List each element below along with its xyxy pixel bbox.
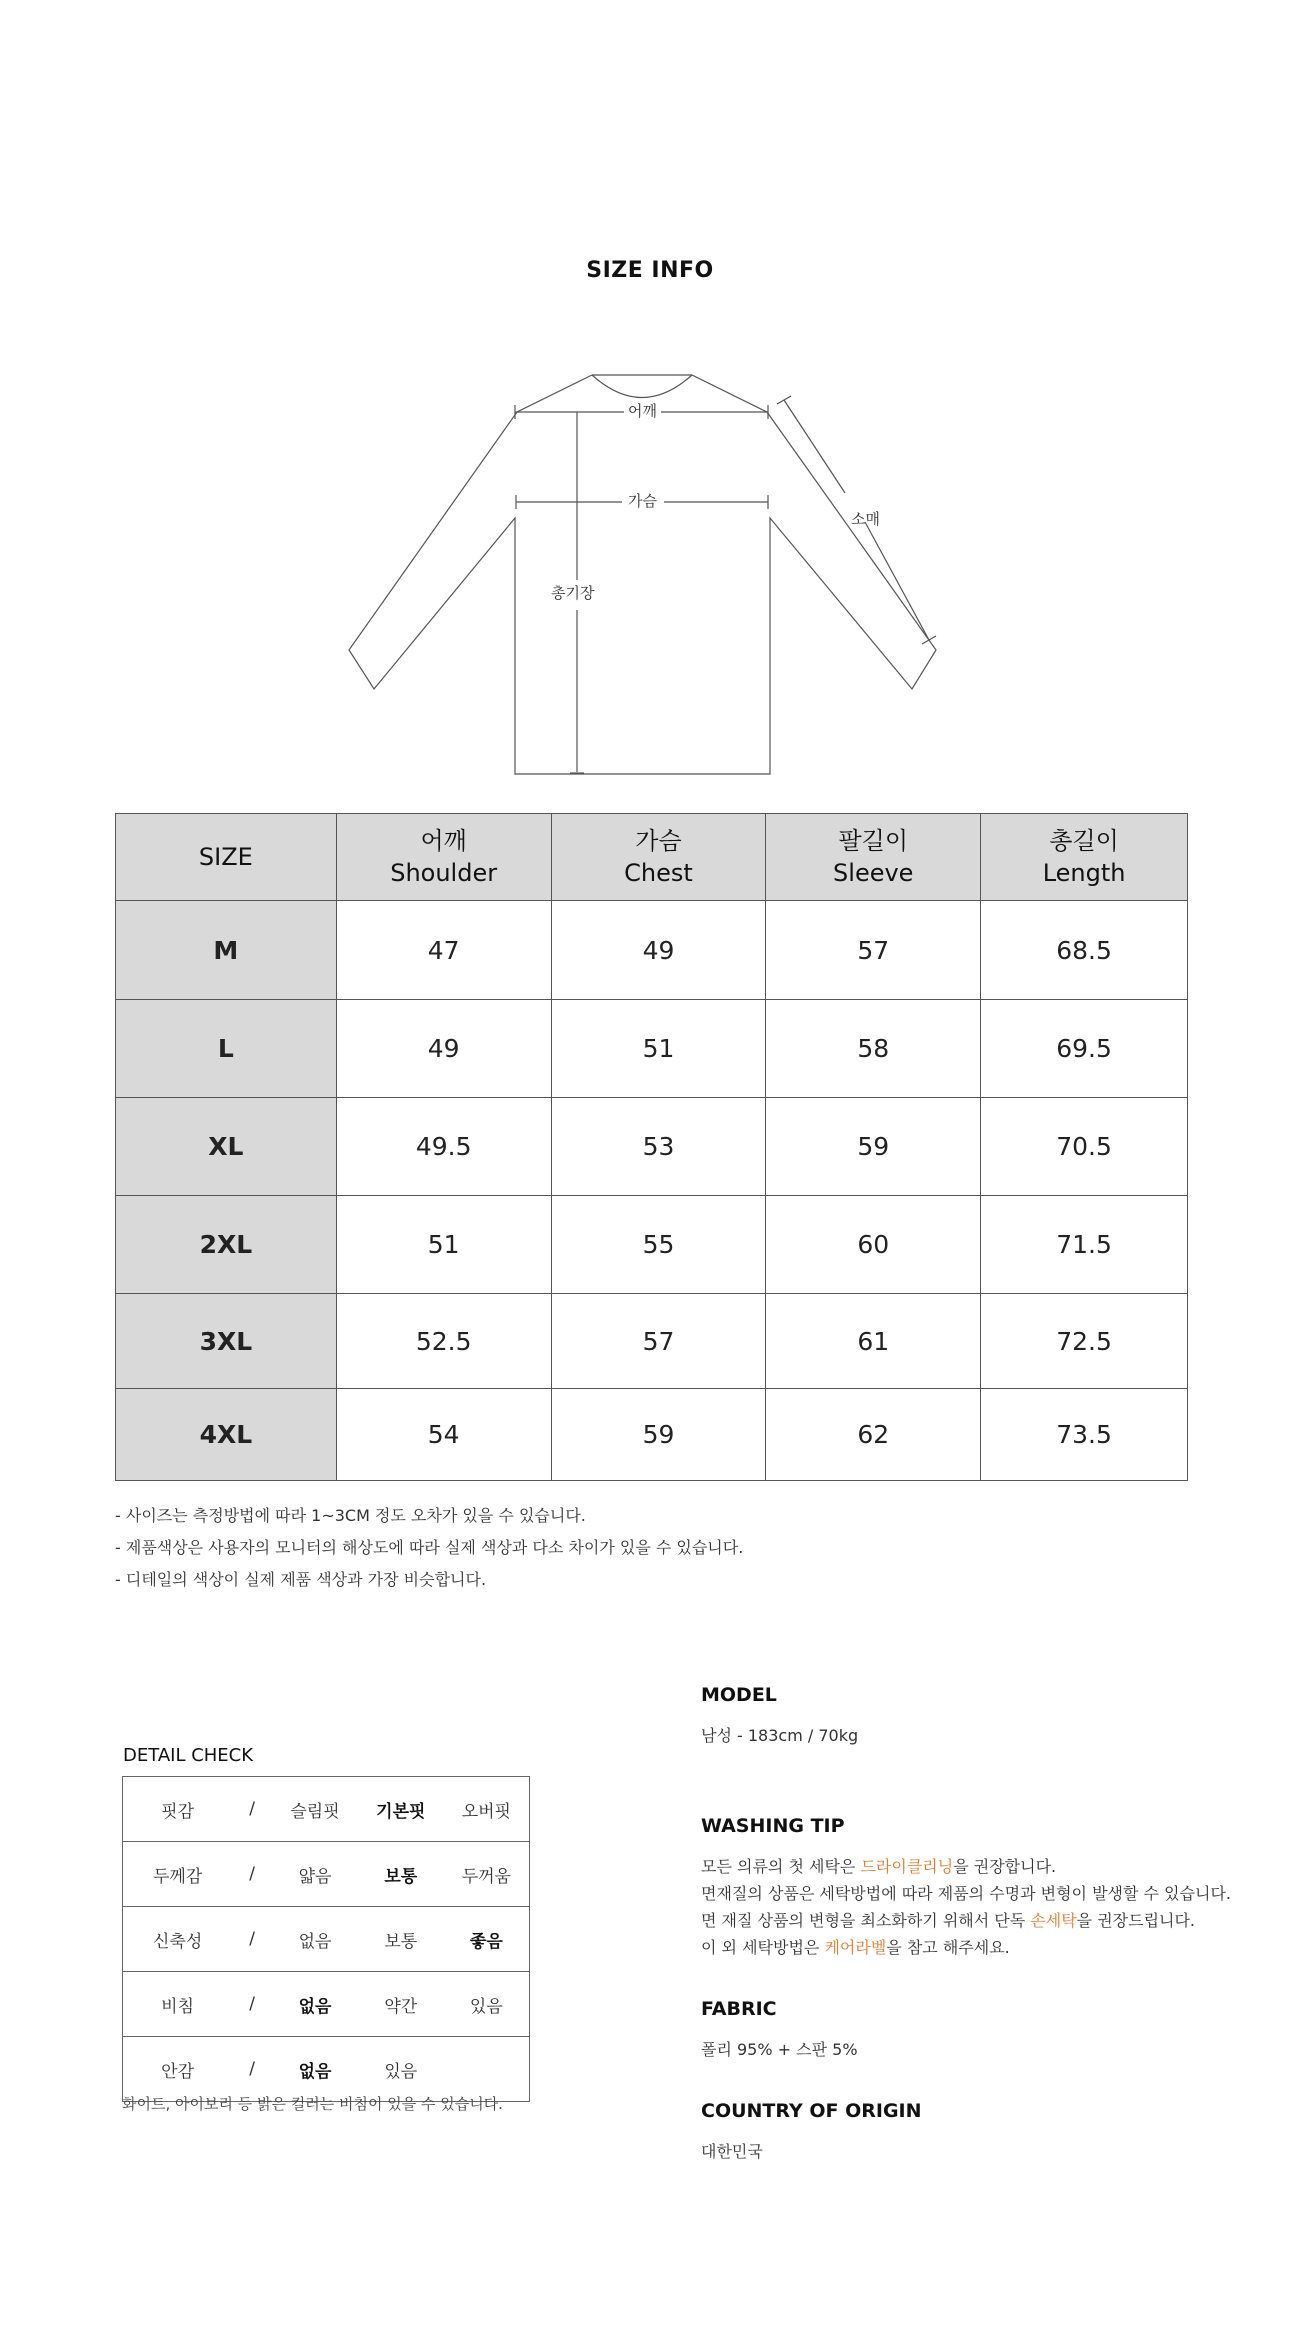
- table-cell: 47: [336, 901, 551, 1000]
- page-title: SIZE INFO: [586, 258, 714, 283]
- detail-label: 신축성: [123, 1907, 233, 1972]
- detail-option-selected: 보통: [358, 1842, 444, 1907]
- washing-line: 면재질의 상품은 세탁방법에 따라 제품의 수명과 변형이 발생할 수 있습니다.: [701, 1884, 1231, 1903]
- table-row: [116, 1389, 1188, 1481]
- size-cell: XL: [116, 1098, 337, 1196]
- detail-label: 비침: [123, 1972, 233, 2037]
- detail-option: [444, 2037, 530, 2102]
- detail-option: 약간: [358, 1972, 444, 2037]
- washing-line: 모든 의류의 첫 세탁은 드라이클리닝을 권장합니다.: [701, 1857, 1057, 1876]
- table-cell: 69.5: [981, 1000, 1188, 1098]
- origin-text: 대한민국: [701, 2142, 763, 2161]
- table-cell: 55: [551, 1196, 766, 1294]
- table-cell: 51: [551, 1000, 766, 1098]
- fabric-heading: FABRIC: [701, 1998, 777, 2020]
- detail-option: 보통: [358, 1907, 444, 1972]
- table-cell: 59: [766, 1098, 981, 1196]
- dry-cleaning-highlight: 드라이클리닝: [860, 1857, 954, 1876]
- table-row: [116, 1000, 1188, 1098]
- model-text: 남성 - 183cm / 70kg: [701, 1726, 859, 1745]
- fabric-text: 폴리 95% + 스판 5%: [701, 2040, 858, 2059]
- size-cell: 4XL: [116, 1389, 337, 1481]
- detail-option: 있음: [358, 2037, 444, 2102]
- garment-diagram: [330, 360, 970, 780]
- detail-row-stretch: [123, 1907, 530, 1972]
- size-cell: 3XL: [116, 1294, 337, 1389]
- note-line: - 디테일의 색상이 실제 제품 색상과 가장 비슷합니다.: [115, 1570, 487, 1589]
- table-cell: 61: [766, 1294, 981, 1389]
- table-cell: 49: [336, 1000, 551, 1098]
- table-cell: 73.5: [981, 1389, 1188, 1481]
- detail-row-thickness: [123, 1842, 530, 1907]
- header-shoulder: 어깨 Shoulder: [336, 814, 551, 901]
- washing-tip-text: [701, 1853, 1231, 1961]
- table-cell: 71.5: [981, 1196, 1188, 1294]
- size-notes: [115, 1500, 743, 1596]
- table-cell: 57: [551, 1294, 766, 1389]
- sweatshirt-outline-icon: [330, 360, 970, 780]
- detail-row-sheerness: [123, 1972, 530, 2037]
- length-measure-label: 총기장: [547, 582, 598, 603]
- table-cell: 49.5: [336, 1098, 551, 1196]
- detail-separator: /: [232, 1907, 272, 1972]
- note-line: - 사이즈는 측정방법에 따라 1~3CM 정도 오차가 있을 수 있습니다.: [115, 1506, 586, 1525]
- detail-option-selected: 좋음: [444, 1907, 530, 1972]
- detail-row-fit: [123, 1777, 530, 1842]
- detail-option-selected: 기본핏: [358, 1777, 444, 1842]
- washing-line: 면 재질 상품의 변형을 최소화하기 위해서 단독 손세탁을 권장드립니다.: [701, 1911, 1196, 1930]
- hand-wash-highlight: 손세탁: [1030, 1911, 1077, 1930]
- note-line: - 제품색상은 사용자의 모니터의 해상도에 따라 실제 색상과 다소 차이가 있을 수 있습니다.: [115, 1538, 744, 1557]
- detail-label: 핏감: [123, 1777, 233, 1842]
- shoulder-measure-label: 어깨: [624, 400, 661, 421]
- detail-separator: /: [232, 1777, 272, 1842]
- header-size: SIZE: [116, 814, 337, 901]
- detail-label: 안감: [123, 2037, 233, 2102]
- table-cell: 62: [766, 1389, 981, 1481]
- table-row: [116, 1196, 1188, 1294]
- header-length: 총길이 Length: [981, 814, 1188, 901]
- table-cell: 51: [336, 1196, 551, 1294]
- detail-option: 두꺼움: [444, 1842, 530, 1907]
- model-heading: MODEL: [701, 1684, 777, 1706]
- detail-separator: /: [232, 2037, 272, 2102]
- table-cell: 68.5: [981, 901, 1188, 1000]
- table-cell: 70.5: [981, 1098, 1188, 1196]
- header-sleeve: 팔길이 Sleeve: [766, 814, 981, 901]
- table-cell: 49: [551, 901, 766, 1000]
- detail-check-note: 화이트, 아이보리 등 밝은 컬러는 비침이 있을 수 있습니다.: [122, 2095, 503, 2113]
- table-cell: 52.5: [336, 1294, 551, 1389]
- size-table-header: [116, 814, 1188, 901]
- table-row: [116, 1098, 1188, 1196]
- detail-label: 두께감: [123, 1842, 233, 1907]
- detail-option: 오버핏: [444, 1777, 530, 1842]
- detail-separator: /: [232, 1842, 272, 1907]
- table-cell: 58: [766, 1000, 981, 1098]
- detail-option: 얇음: [272, 1842, 358, 1907]
- table-cell: 59: [551, 1389, 766, 1481]
- washing-tip-heading: WASHING TIP: [701, 1815, 845, 1837]
- table-cell: 57: [766, 901, 981, 1000]
- care-label-highlight: 케어라벨: [824, 1938, 887, 1957]
- size-cell: L: [116, 1000, 337, 1098]
- table-cell: 72.5: [981, 1294, 1188, 1389]
- detail-option: 있음: [444, 1972, 530, 2037]
- detail-separator: /: [232, 1972, 272, 2037]
- table-row: [116, 1294, 1188, 1389]
- header-chest: 가슴 Chest: [551, 814, 766, 901]
- size-cell: M: [116, 901, 337, 1000]
- washing-line: 이 외 세탁방법은 케어라벨을 참고 해주세요.: [701, 1938, 1010, 1957]
- detail-option-selected: 없음: [272, 1972, 358, 2037]
- table-cell: 60: [766, 1196, 981, 1294]
- chest-measure-label: 가슴: [624, 490, 661, 511]
- size-table: [115, 813, 1188, 1481]
- detail-check-title: DETAIL CHECK: [123, 1745, 254, 1766]
- table-cell: 53: [551, 1098, 766, 1196]
- origin-heading: COUNTRY OF ORIGIN: [701, 2100, 922, 2122]
- detail-option: 없음: [272, 1907, 358, 1972]
- table-cell: 54: [336, 1389, 551, 1481]
- sleeve-measure-label: 소매: [851, 510, 880, 528]
- table-row: [116, 901, 1188, 1000]
- size-cell: 2XL: [116, 1196, 337, 1294]
- detail-check-table: [122, 1776, 530, 2102]
- detail-row-lining: [123, 2037, 530, 2102]
- detail-option-selected: 없음: [272, 2037, 358, 2102]
- detail-option: 슬림핏: [272, 1777, 358, 1842]
